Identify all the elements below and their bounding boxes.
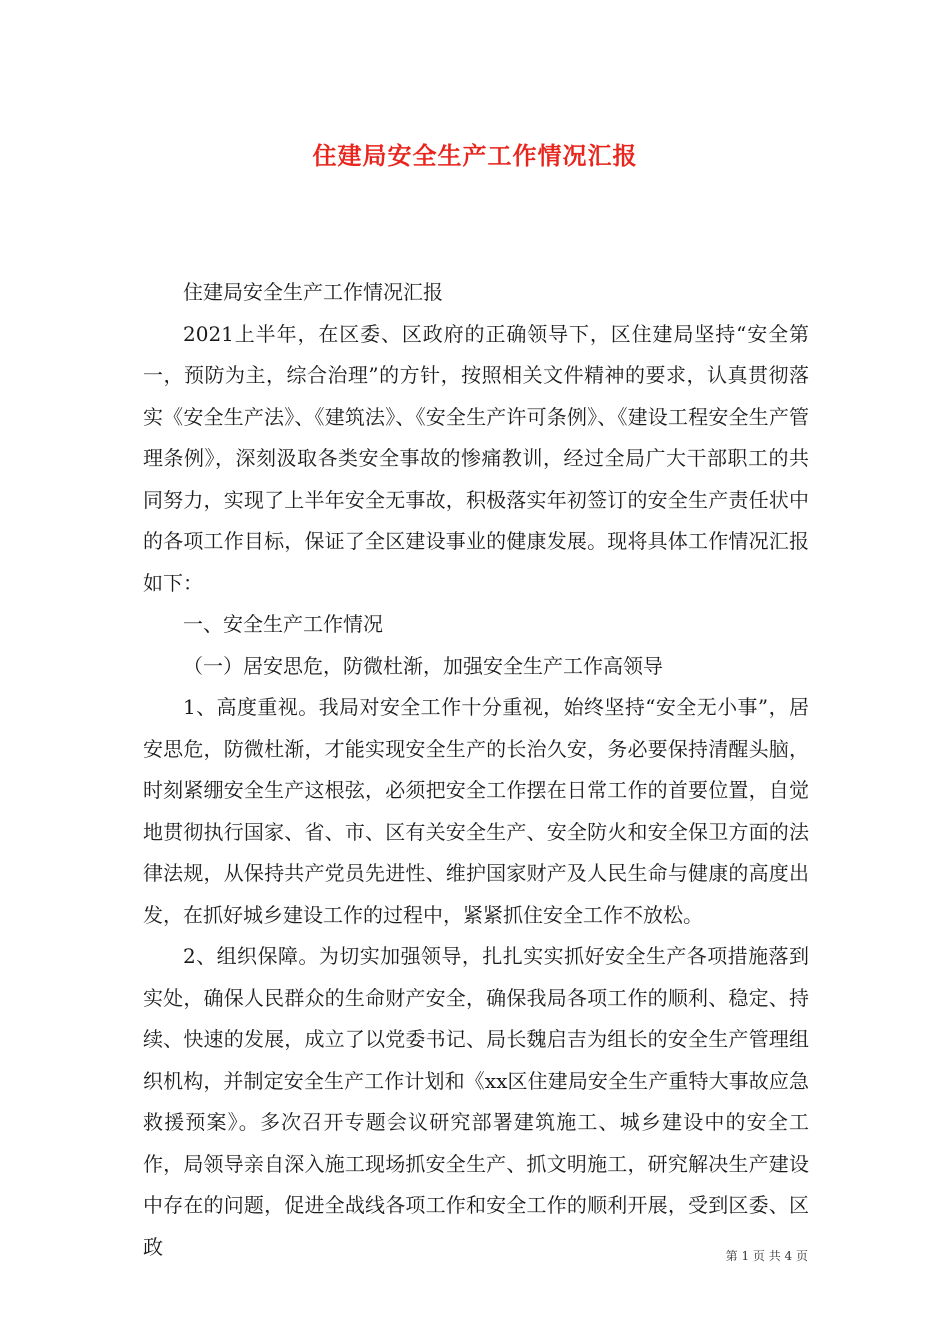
section-heading: 一、安全生产工作情况: [183, 612, 383, 636]
page-indicator: 第 1 页 共 4 页: [725, 1249, 808, 1263]
paragraph-intro: 2021上半年，在区委、区政府的正确领导下，区住建局坚持“安全第一，预防为主，综合治理”的方针，按照相关文件精神的要求，认真贯彻落实《安全生产法》、《建筑法》、《安全生产许可条例》、《建设工程安全生产管理条例》，深刻汲取各类安全事故的惨痛教训，经过全局广大干部职工的共同努力，实现了上半年安全无事故，积极落实年初签订的安全生产责任状中的各项工作目标，保证了全区建设事业的健康发展。现将具体工作情况汇报如下：: [143, 321, 809, 595]
paragraph-item-1: 1、高度重视。我局对安全工作十分重视，始终坚持“安全无小事”，居安思危，防微杜渐，才能实现安全生产的长治久安，务必要保持清醒头脑，时刻紧绷安全生产这根弦，必须把安全工作摆在日常工作的首要位置，自觉地贯彻执行国家、省、市、区有关安全生产、安全防火和安全保卫方面的法律法规，从保持共产党员先进性、维护国家财产及人民生命与健康的高度出发，在抓好城乡建设工作的过程中，紧紧抓住安全工作不放松。: [143, 695, 809, 927]
paragraph-heading: 住建局安全生产工作情况汇报: [183, 280, 443, 304]
document-body: [143, 272, 809, 1268]
paragraph-item-2: 2、组织保障。为切实加强领导，扎扎实实抓好安全生产各项措施落到实处，确保人民群众的生命财产安全，确保我局各项工作的顺利、稳定、持续、快速的发展，成立了以党委书记、局长魏启吉为组长的安全生产管理组织机构，并制定安全生产工作计划和《xx区住建局安全生产重特大事故应急救援预案》。多次召开专题会议研究部署建筑施工、城乡建设中的安全工作，局领导亲自深入施工现场抓安全生产、抓文明施工，研究解决生产建设中存在的问题，促进全战线各项工作和安全工作的顺利开展，受到区委、区政: [143, 944, 809, 1259]
document-title: 住建局安全生产工作情况汇报: [312, 141, 638, 170]
subsection-heading: （一）居安思危，防微杜渐，加强安全生产工作高领导: [183, 653, 663, 678]
